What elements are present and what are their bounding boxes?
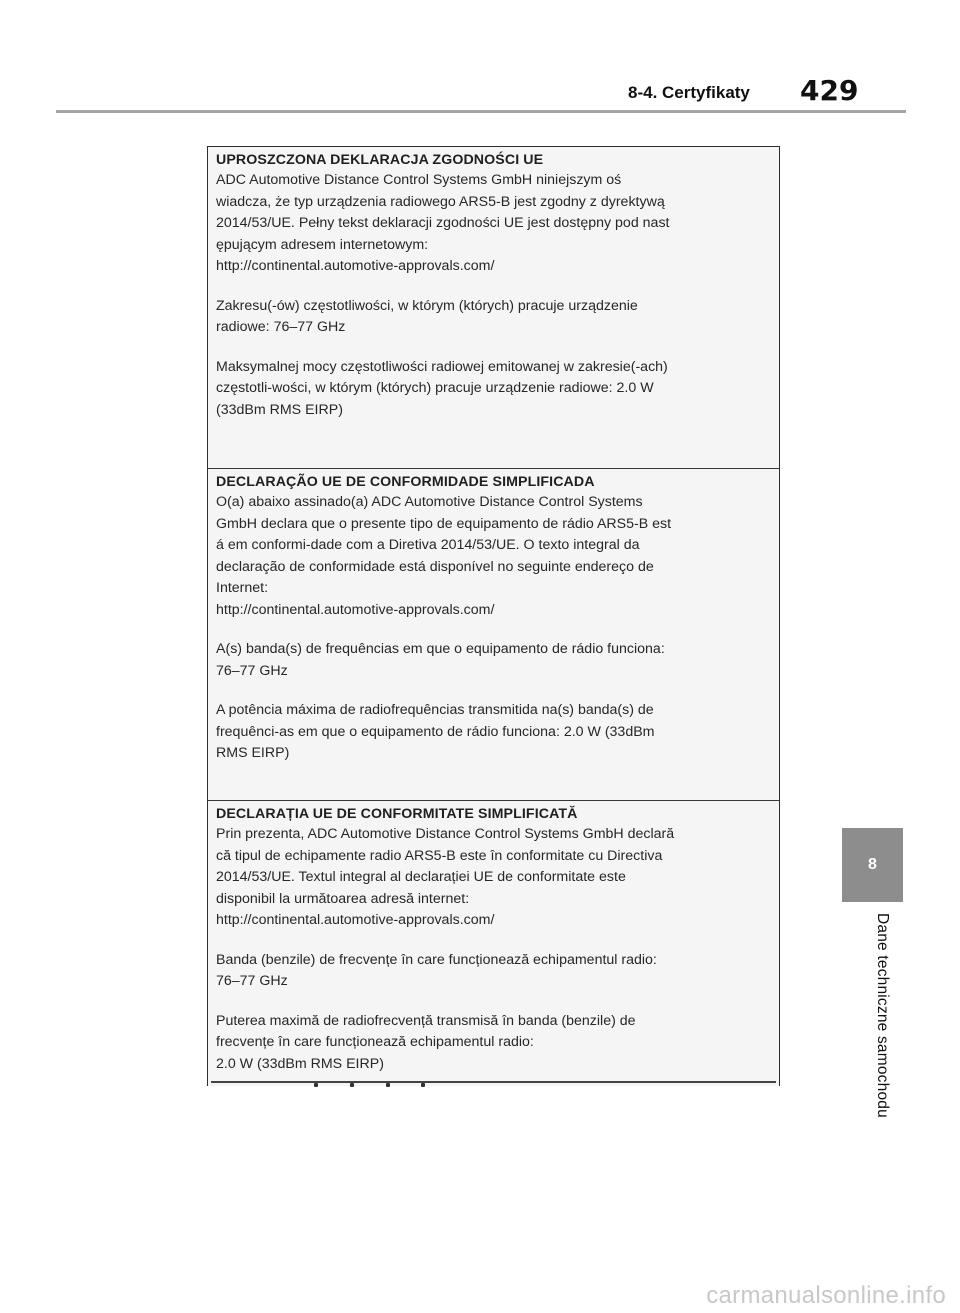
watermark: carmanualsonline.info (706, 1282, 946, 1309)
scan-bottom-divider (211, 1081, 776, 1083)
declaration-paragraph: A(s) banda(s) de frequências em que o equipamento de rádio funciona: 76–77 GHz (216, 641, 665, 679)
declaration-title: UPROSZCZONA DEKLARACJA ZGODNOŚCI UE (216, 152, 544, 168)
declaration-block-ro (208, 800, 779, 1087)
declaration-paragraph: Puterea maximă de radiofrecvență transmisă în banda (benzile) de frecvențe în care funcționează echipamentul radio: 2.0 W (33dBm RMS EIRP) (216, 1012, 636, 1072)
declaration-paragraph: ADC Automotive Distance Control Systems GmbH niniejszym oś wiadcza, że typ urządzenia radiowego ARS5-B jest zgodny z dyrektywą 2014/53/UE. Pełny tekst deklaracji zgodności UE jest dostępny pod nast ępującym adresem internetowym: http://continental.automotive-approvals.com/ (216, 172, 670, 274)
chapter-label: Dane techniczne samochodu (874, 913, 891, 1118)
declaration-paragraph: A potência máxima de radiofrequências transmitida na(s) banda(s) de frequênci-as em que o equipamento de rádio funciona: 2.0 W (33dBm RMS EIRP) (216, 702, 655, 761)
declaration-title: DECLARAÇÃO UE DE CONFORMIDADE SIMPLIFICADA (216, 474, 595, 490)
page-number: 429 (800, 74, 859, 107)
declaration-block-pl (208, 147, 779, 468)
section-title: 8-4. Certyfikaty (628, 83, 750, 102)
chapter-number: 8 (868, 856, 877, 873)
scan-artifact (386, 1083, 390, 1087)
header-divider (56, 110, 906, 113)
declaration-paragraph: Zakresu(-ów) częstotliwości, w którym (których) pracuje urządzenie radiowe: 76–77 GHz (216, 297, 638, 335)
scan-artifact (350, 1083, 354, 1087)
scan-artifact (314, 1083, 318, 1087)
declaration-title: DECLARAȚIA UE DE CONFORMITATE SIMPLIFICATĂ (216, 806, 578, 822)
chapter-tab[interactable] (842, 828, 903, 902)
declaration-paragraph: Maksymalnej mocy częstotliwości radiowej emitowanej w zakresie(-ach) częstotli-wości, w którym (których) pracuje urządzenie radiowe: 2.0 W (33dBm RMS EIRP) (216, 358, 668, 418)
declaration-paragraph: Banda (benzile) de frecvențe în care funcționează echipamentul radio: 76–77 GHz (216, 951, 657, 989)
declaration-paragraph: Prin prezenta, ADC Automotive Distance Control Systems GmbH declară că tipul de echipamente radio ARS5-B este în conformitate cu Directiva 2014/53/UE. Textul integral al declarației UE de conformitate este disponibil la următoarea adresă internet: http://continental.automotive-approvals.com/ (216, 826, 675, 928)
declaration-paragraph: O(a) abaixo assinado(a) ADC Automotive Distance Control Systems GmbH declara que o presente tipo de equipamento de rádio ARS5-B est á em conformi-dade com a Diretiva 2014/53/UE. O texto integral da declaração de conformidade está disponível no seguinte endereço de Internet: http://continental.automotive-approvals.com/ (216, 494, 672, 618)
certificate-scan (207, 146, 780, 1086)
scan-artifact (421, 1083, 425, 1087)
declaration-block-pt (208, 468, 779, 800)
